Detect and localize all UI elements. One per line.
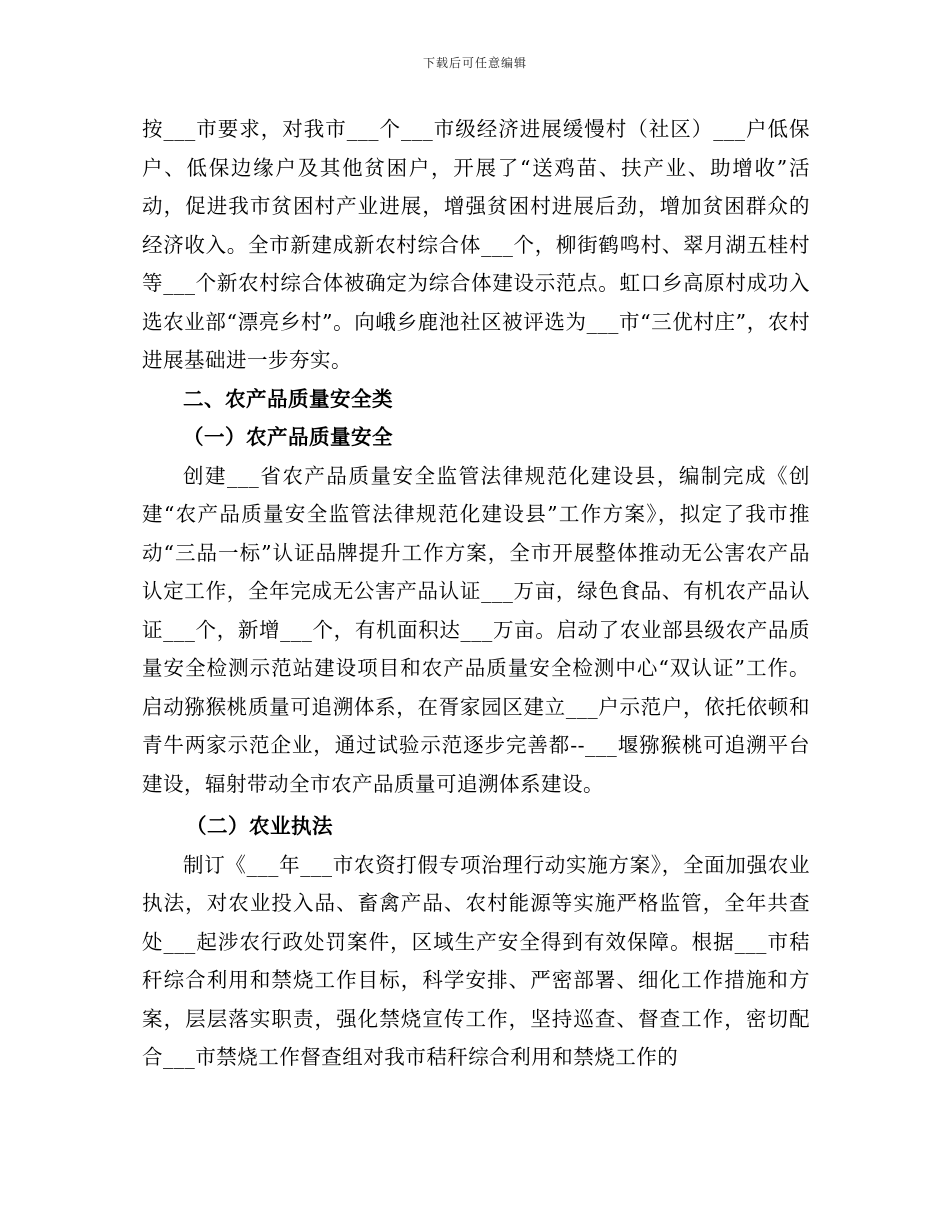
- document-body: [142, 110, 810, 1077]
- paragraph-product-quality: 创建___省农产品质量安全监管法律规范化建设县，编制完成《创建“农产品质量安全监管法律规范化建设县”工作方案》，拟定了我市推动“三品一标”认证品牌提升工作方案，全市开展整体推动无公害农产品认定工作，全年完成无公害产品认证___万亩，绿色食品、有机农产品认证___个，新增___个，有机面积达___万亩。启动了农业部县级农产品质量安全检测示范站建设项目和农产品质量安全检测中心“双认证”工作。启动猕猴桃质量可追溯体系，在胥家园区建立___户示范户，依托依顿和青牛两家示范企业，通过试验示范逐步完善都--___堰猕猴桃可追溯平台建设，辐射带动全市农产品质量可追溯体系建设。: [142, 463, 810, 796]
- subsection-heading-law-enforcement: （二）农业执法: [186, 814, 333, 838]
- page-header: 下载后可任意编辑: [422, 56, 527, 70]
- section-heading-quality-safety: 二、农产品质量安全类: [183, 386, 393, 411]
- paragraph-law-enforcement: 制订《___年___市农资打假专项治理行动实施方案》，全面加强农业执法，对农业投入品、畜禽产品、农村能源等实施严格监管，全年共查处___起涉农行政处罚案件，区域生产安全得到有效保障。根据___市秸秆综合利用和禁烧工作目标，科学安排、严密部署、细化工作措施和方案，层层落实职责，强化禁烧宣传工作，坚持巡查、督查工作，密切配合___市禁烧工作督查组对我市秸秆综合利用和禁烧工作的: [142, 852, 810, 1069]
- paragraph-rural-development: 按___市要求，对我市___个___市级经济进展缓慢村（社区）___户低保户、低保边缘户及其他贫困户，开展了“送鸡苗、扶产业、助增收”活动，促进我市贫困村产业进展，增强贫困村进展后劲，增加贫困群众的经济收入。全市新建成新农村综合体___个，柳街鹤鸣村、翠月湖五桂村等___个新农村综合体被确定为综合体建设示范点。虹口乡高原村成功入选农业部“漂亮乡村”。向峨乡鹿池社区被评选为___市“三优村庄”，农村进展基础进一步夯实。: [142, 117, 810, 372]
- subsection-heading-product-quality: （一）农产品质量安全: [183, 425, 393, 449]
